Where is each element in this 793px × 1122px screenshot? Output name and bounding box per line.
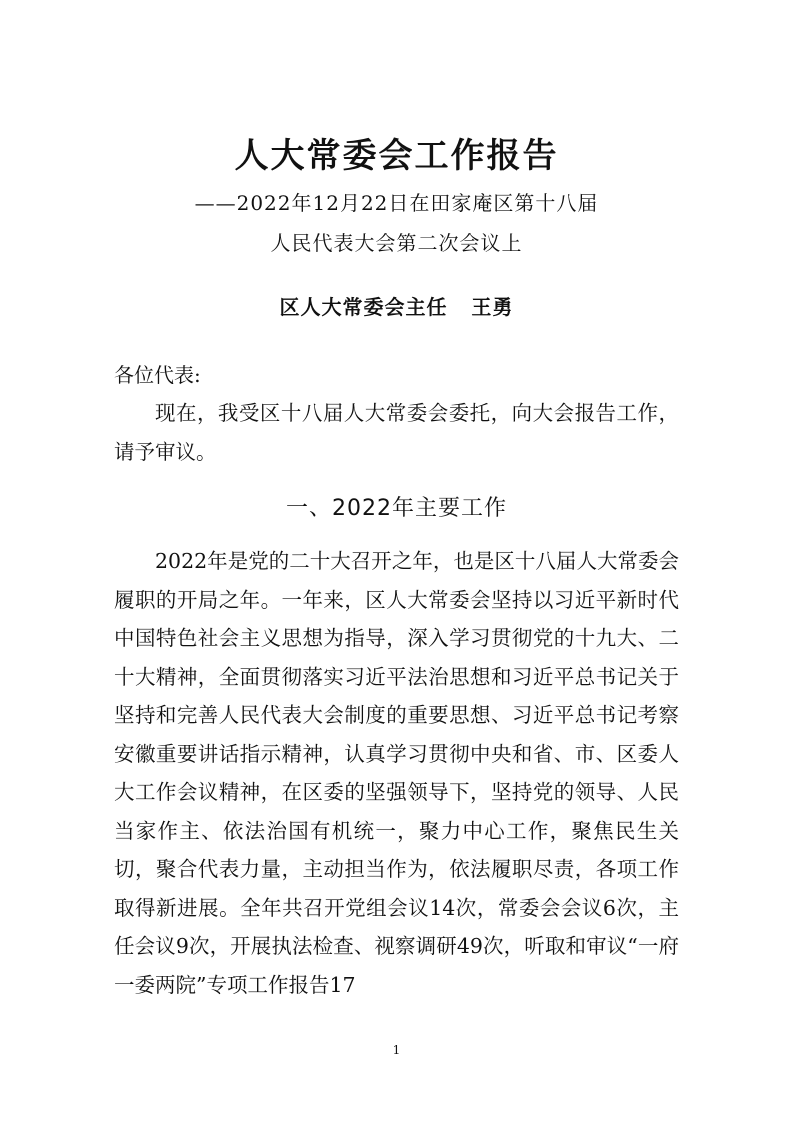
salutation: 各位代表: (114, 363, 201, 387)
intro-paragraph: 现在，我受区十八届人大常委会委托，向大会报告工作，请予审议。 (114, 401, 679, 464)
body-paragraph: 2022年是党的二十大召开之年，也是区十八届人大常委会履职的开局之年。一年来，区人大常委会坚持以习近平新时代中国特色社会主义思想为指导，深入学习贯彻党的十九大、二十大精神，全面贯彻落实习近平法治思想和习近平总书记关于坚持和完善人民代表大会制度的重要思想、习近平总书记考察安徽重要讲话指示精神，认真学习贯彻中央和省、市、区委人大工作会议精神，在区委的坚强领导下，坚持党的领导、人民当家作主、依法治国有机统一，聚力中心工作，聚焦民生关切，聚合代表力量，主动担当作为，依法履职尽责，各项工作取得新进展。全年共召开党组会议14次，常委会会议6次，主任会议9次，开展执法检查、视察调研49次，听取和审议“一府一委两院”专项工作报告17 (114, 549, 679, 997)
author-line: 区人大常委会主任 王勇 (279, 295, 514, 319)
section-heading: 一、2022年主要工作 (286, 496, 507, 521)
subtitle-line-2: 人民代表大会第二次会议上 (270, 231, 523, 255)
document-title: 人大常委会工作报告 (234, 136, 559, 176)
page-number: 1 (392, 1043, 401, 1057)
subtitle-line-1: ——2022年12月22日在田家庵区第十八届 (194, 191, 599, 215)
